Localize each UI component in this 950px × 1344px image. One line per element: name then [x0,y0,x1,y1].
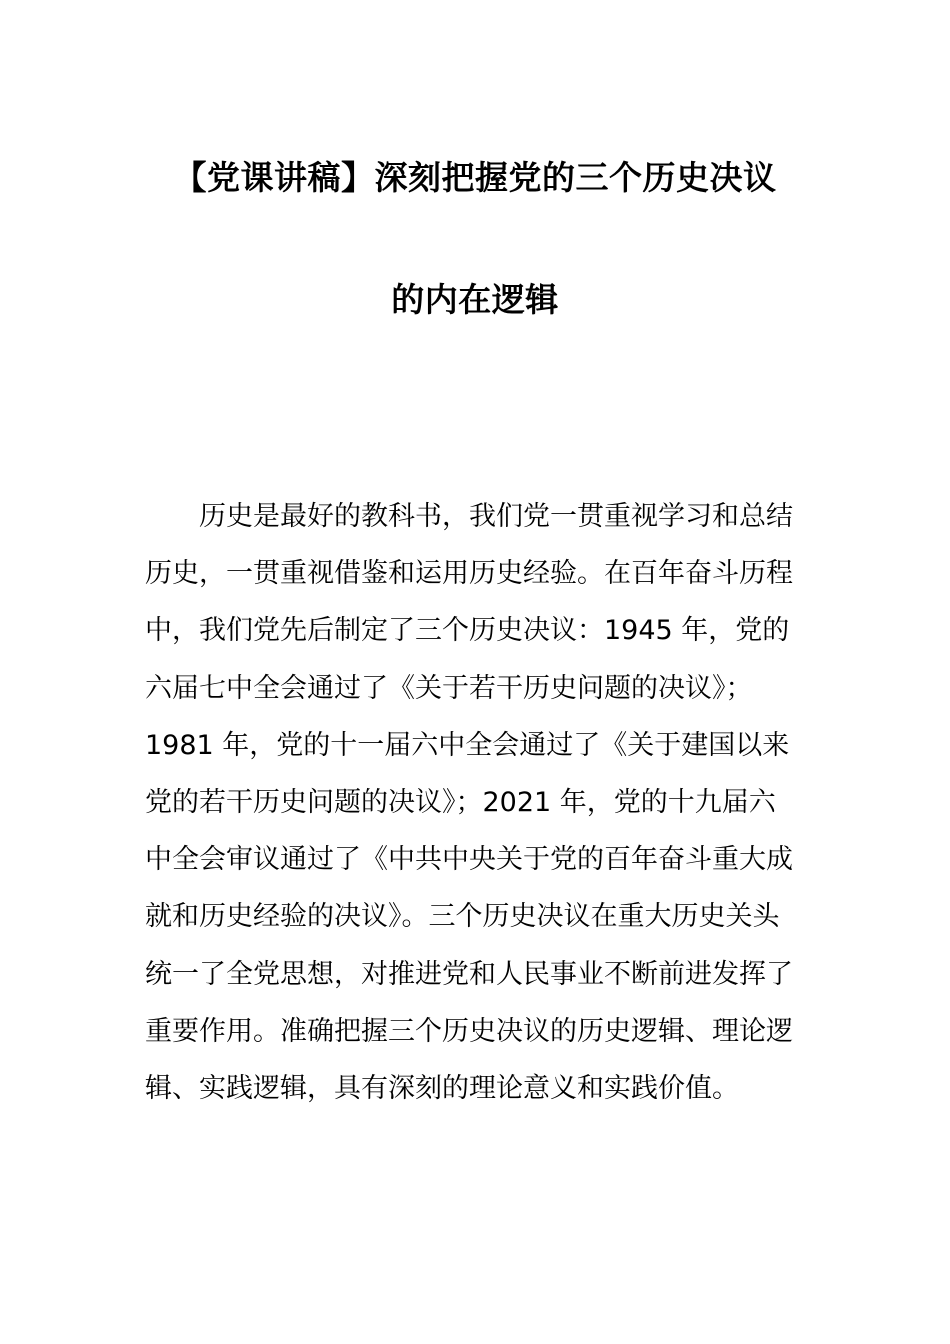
paragraph-line-6: 党的若干历史问题的决议》；2021 年，党的十九届六 [145,786,776,818]
paragraph-line-7: 中全会审议通过了《中共中央关于党的百年奋斗重大成 [145,844,793,876]
paragraph-line-11: 辑、实践逻辑，具有深刻的理论意义和实践价值。 [145,1072,739,1104]
paragraph-line-4: 六届七中全会通过了《关于若干历史问题的决议》； [145,672,753,704]
paragraph-line-5: 1981 年，党的十一届六中全会通过了《关于建国以来 [145,729,790,761]
document-title-line-1: 【党课讲稿】深刻把握党的三个历史决议 [173,158,777,197]
paragraph-line-3: 中，我们党先后制定了三个历史决议：1945 年，党的 [145,615,790,647]
paragraph-line-2: 历史，一贯重视借鉴和运用历史经验。在百年奋斗历程 [145,558,793,590]
paragraph-line-8: 就和历史经验的决议》。三个历史决议在重大历史关头 [145,901,780,933]
body-paragraph [145,488,810,1117]
document-title-line-2: 的内在逻辑 [391,280,559,319]
paragraph-line-10: 重要作用。准确把握三个历史决议的历史逻辑、理论逻 [145,1015,793,1047]
paragraph-line-1: 历史是最好的教科书，我们党一贯重视学习和总结 [199,501,793,532]
paragraph-line-9: 统一了全党思想，对推进党和人民事业不断前进发挥了 [145,958,793,990]
